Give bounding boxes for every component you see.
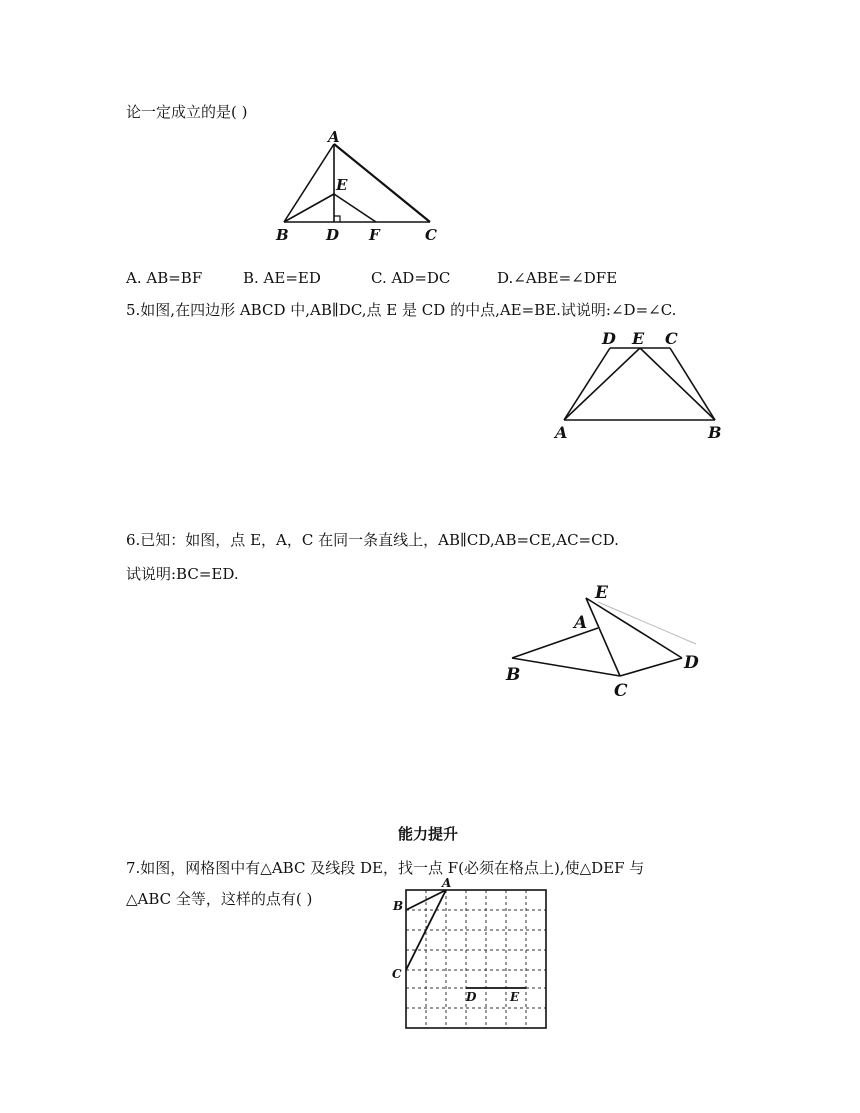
q5-label-a: A [555,423,568,442]
q4-option-d: D.∠ABE=∠DFE [497,269,618,287]
q7-grid-figure [386,874,556,1034]
q6-line2: 试说明:BC=ED. [126,565,239,583]
q7-label-d: D [466,990,477,1004]
q4-label-a: A [328,128,340,146]
q6-segment-bc [512,658,620,676]
q4-label-c: C [425,226,437,244]
section-title: 能力提升 [398,825,459,843]
q4-segment-ac [334,144,430,222]
q4-label-e: E [336,176,348,194]
q6-faint-line [598,602,696,644]
q4-figure [270,128,450,247]
q5-label-b: B [708,423,722,442]
q4-label-d: D [326,226,340,244]
q4-option-b: B. AE=ED [243,269,321,287]
q5-segment-ae [564,348,640,420]
q4-segment-ab [284,144,334,222]
q6-label-d: D [684,653,699,673]
q7-line1: 7.如图，网格图中有△ABC 及线段 DE，找一点 F(必须在格点上),使△DEF 与 [126,859,645,877]
q6-label-c: C [614,681,628,701]
q4-label-f: F [369,226,380,244]
q6-label-b: B [506,665,521,685]
q4-label-b: B [276,226,289,244]
q4-stem-tail: 论一定成立的是( ) [126,103,248,121]
q5-figure [550,328,730,443]
q4-option-a: A. AB=BF [126,269,203,287]
q4-segment-be [284,194,334,222]
q7-grid-border [406,890,546,1028]
q7-label-e: E [510,990,520,1004]
q7-label-b: B [393,899,404,913]
q6-label-e: E [595,583,608,603]
q6-label-a: A [574,613,588,633]
q4-option-c: C. AD=DC [371,269,451,287]
q5-label-d: D [602,329,616,348]
q6-segment-ed [586,598,682,658]
q7-label-a: A [442,876,452,890]
q6-segment-cd [620,658,682,676]
q6-figure [500,578,710,708]
q7-label-c: C [392,967,402,981]
q5-label-e: E [632,329,645,348]
q5-label-c: C [665,329,678,348]
q6-line1: 6.已知：如图，点 E，A，C 在同一条直线上，AB∥CD,AB=CE,AC=CD. [126,531,619,549]
q7-line2: △ABC 全等，这样的点有( ) [126,890,313,908]
q5-text: 5.如图,在四边形 ABCD 中,AB∥DC,点 E 是 CD 的中点,AE=BE.试说明:∠D=∠C. [126,301,677,319]
q4-right-angle-mark [334,216,340,222]
